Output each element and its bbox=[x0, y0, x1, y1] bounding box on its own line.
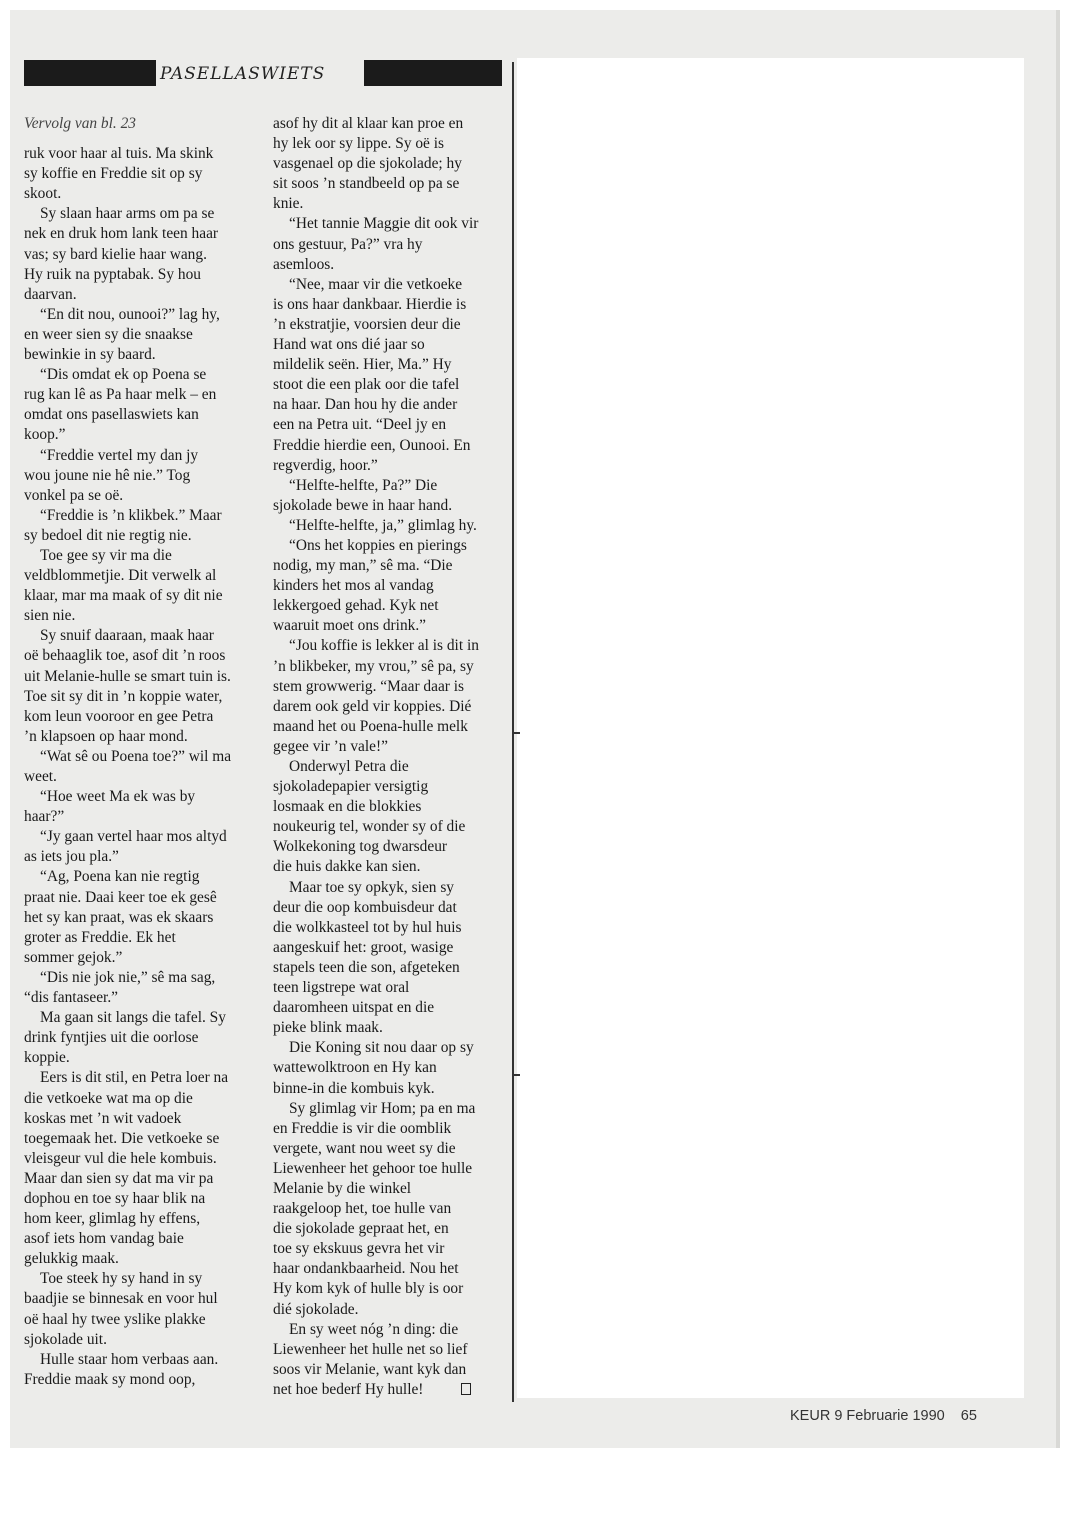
line-text: “Jy gaan vertel haar mos altyd bbox=[40, 828, 227, 846]
line-text: Melanie by die winkel bbox=[273, 1179, 412, 1197]
text-line bbox=[273, 1380, 505, 1400]
text-line bbox=[24, 867, 256, 887]
text-line bbox=[24, 184, 256, 204]
line-text: omdat ons pasellaswiets kan bbox=[24, 406, 199, 424]
text-line bbox=[273, 134, 505, 154]
text-line bbox=[24, 827, 256, 847]
line-text: sy bedoel dit nie regtig nie. bbox=[24, 526, 192, 544]
text-line bbox=[273, 335, 505, 355]
section-header bbox=[24, 60, 502, 86]
line-text: asof iets hom vandag baie bbox=[24, 1230, 184, 1248]
line-text: groter as Freddie. Ek het bbox=[24, 928, 176, 946]
text-line bbox=[24, 586, 256, 606]
text-line bbox=[273, 596, 505, 616]
line-text: drink fyntjies uit die oorlose bbox=[24, 1029, 199, 1047]
line-text: gegee vir ’n vale!” bbox=[273, 737, 388, 755]
line-text: sjokolade uit. bbox=[24, 1330, 107, 1348]
text-line bbox=[273, 456, 505, 476]
text-line bbox=[273, 757, 505, 777]
section-title: PASELLASWIETS bbox=[160, 64, 326, 84]
line-text: sien nie. bbox=[24, 607, 76, 625]
line-text: Maar dan sien sy dat ma vir pa bbox=[24, 1169, 214, 1187]
line-text: uit Melanie-hulle se smart tuin is. bbox=[24, 667, 231, 685]
text-line bbox=[273, 717, 505, 737]
text-line bbox=[24, 707, 256, 727]
text-line bbox=[24, 425, 256, 445]
text-line bbox=[273, 516, 505, 536]
text-line bbox=[24, 747, 256, 767]
line-text: Wolkekoning tog dwarsdeur bbox=[273, 838, 448, 856]
text-line bbox=[273, 315, 505, 335]
text-line bbox=[273, 154, 505, 174]
text-line bbox=[273, 174, 505, 194]
line-text: maand het ou Poena-hulle melk bbox=[273, 717, 468, 735]
text-line bbox=[273, 878, 505, 898]
text-line bbox=[24, 626, 256, 646]
line-text: Hulle staar hom verbaas aan. bbox=[40, 1350, 219, 1368]
text-line bbox=[273, 777, 505, 797]
text-line bbox=[273, 395, 505, 415]
line-text: waaruit moet ons drink.” bbox=[273, 617, 427, 635]
text-line bbox=[273, 1159, 505, 1179]
text-line bbox=[273, 737, 505, 757]
line-text: regverdig, hoor.” bbox=[273, 456, 378, 474]
continued-from: Vervolg van bl. 23 bbox=[24, 115, 136, 132]
line-text: “Freddie vertel my dan jy bbox=[40, 446, 199, 464]
line-text: lekkergoed gehad. Kyk net bbox=[273, 597, 439, 615]
text-line bbox=[273, 1179, 505, 1199]
text-line bbox=[273, 1340, 505, 1360]
scan-edge bbox=[1056, 10, 1060, 1448]
line-text: vergete, want nou weet sy die bbox=[273, 1139, 456, 1157]
line-text: praat nie. Daai keer toe ek gesê bbox=[24, 888, 217, 906]
text-line bbox=[24, 1169, 256, 1189]
text-line bbox=[273, 978, 505, 998]
line-text: Hy kom kyk of hulle bly is oor bbox=[273, 1280, 464, 1298]
line-text: hy lek oor sy lippe. Sy oë is bbox=[273, 135, 444, 153]
line-text: Die Koning sit nou daar op sy bbox=[289, 1039, 474, 1057]
text-line bbox=[24, 325, 256, 345]
text-line bbox=[24, 1269, 256, 1289]
line-text: nek en druk hom lank teen haar bbox=[24, 225, 219, 243]
text-line bbox=[273, 1259, 505, 1279]
text-line bbox=[273, 636, 505, 656]
text-line bbox=[273, 436, 505, 456]
text-line bbox=[24, 245, 256, 265]
text-line bbox=[273, 857, 505, 877]
text-line bbox=[24, 928, 256, 948]
text-line bbox=[24, 144, 256, 164]
text-line bbox=[273, 677, 505, 697]
text-line bbox=[273, 295, 505, 315]
text-line bbox=[273, 958, 505, 978]
line-text: net hoe bederf Hy hulle! bbox=[273, 1380, 424, 1398]
text-line bbox=[273, 114, 505, 134]
line-text: kom leun vooroor en gee Petra bbox=[24, 707, 214, 725]
line-text: mildelik seën. Hier, Ma.” Hy bbox=[273, 356, 452, 374]
line-text: “Ag, Poena kan nie regtig bbox=[40, 868, 200, 886]
text-line bbox=[24, 546, 256, 566]
text-line bbox=[24, 988, 256, 1008]
text-line bbox=[273, 576, 505, 596]
line-text: na haar. Dan hou hy die ander bbox=[273, 396, 458, 414]
text-line bbox=[273, 1219, 505, 1239]
column-2-body bbox=[273, 114, 505, 1400]
line-text: “Helfte-helfte, ja,” glimlag hy. bbox=[289, 516, 477, 534]
line-text: En sy weet nóg ’n ding: die bbox=[289, 1320, 459, 1338]
text-line bbox=[24, 204, 256, 224]
text-line bbox=[273, 938, 505, 958]
line-text: deur die oop kombuisdeur dat bbox=[273, 898, 457, 916]
text-line bbox=[273, 797, 505, 817]
line-text: een na Petra uit. “Deel jy en bbox=[273, 416, 447, 434]
page-number: 65 bbox=[960, 1408, 977, 1424]
line-text: toe sy ekskuus gevra het vir bbox=[273, 1240, 445, 1258]
line-text: Toe sit sy dit in ’n koppie water, bbox=[24, 687, 223, 705]
line-text: daarvan. bbox=[24, 285, 77, 303]
line-text: wattewolktroon en Hy kan bbox=[273, 1059, 437, 1077]
text-line bbox=[273, 275, 505, 295]
blank-panel bbox=[517, 58, 1024, 1398]
line-text: sjokolade bewe in haar hand. bbox=[273, 496, 453, 514]
line-text: “Jou koffie is lekker al is dit in bbox=[289, 637, 479, 655]
line-text: sy koffie en Freddie sit op sy bbox=[24, 165, 203, 183]
line-text: Freddie hierdie een, Ounooi. En bbox=[273, 436, 471, 454]
text-line bbox=[24, 807, 256, 827]
text-line bbox=[24, 847, 256, 867]
line-text: koppie. bbox=[24, 1049, 70, 1067]
line-text: dophou en toe sy haar blik na bbox=[24, 1189, 206, 1207]
line-text: Toe gee sy vir ma die bbox=[40, 546, 172, 564]
text-line bbox=[273, 1300, 505, 1320]
text-line bbox=[273, 817, 505, 837]
text-line bbox=[24, 606, 256, 626]
text-line bbox=[24, 1209, 256, 1229]
line-text: raakgeloop het, toe hulle van bbox=[273, 1200, 452, 1218]
text-line bbox=[24, 1370, 256, 1390]
line-text: Sy snuif daaraan, maak haar bbox=[40, 627, 214, 645]
text-line bbox=[24, 566, 256, 586]
text-line bbox=[24, 285, 256, 305]
line-text: “Dis nie jok nie,” sê ma sag, bbox=[40, 968, 216, 986]
text-line bbox=[273, 616, 505, 636]
line-text: teen ligstrepe wat oral bbox=[273, 979, 410, 997]
line-text: Onderwyl Petra die bbox=[289, 758, 409, 775]
text-line bbox=[273, 998, 505, 1018]
text-line bbox=[24, 305, 256, 325]
text-line bbox=[24, 1008, 256, 1028]
column-1-body bbox=[24, 144, 256, 1390]
text-column-2 bbox=[273, 114, 505, 1400]
line-text: asof hy dit al klaar kan proe en bbox=[273, 115, 464, 132]
line-text: koop.” bbox=[24, 426, 66, 444]
text-line bbox=[24, 1028, 256, 1048]
text-line bbox=[273, 415, 505, 435]
text-line bbox=[24, 486, 256, 506]
page-footer bbox=[790, 1408, 977, 1424]
line-text: haar ondankbaarheid. Nou het bbox=[273, 1260, 459, 1278]
line-text: asemloos. bbox=[273, 255, 335, 273]
line-text: sommer gejok.” bbox=[24, 948, 123, 966]
line-text: ’n klapsoen op haar mond. bbox=[24, 727, 188, 745]
line-text: weet. bbox=[24, 768, 57, 785]
line-text: daaromheen uitspat en die bbox=[273, 999, 435, 1017]
line-text: “Ons het koppies en pierings bbox=[289, 536, 467, 554]
text-line bbox=[24, 365, 256, 385]
text-line bbox=[24, 466, 256, 486]
line-text: “dis fantaseer.” bbox=[24, 989, 119, 1007]
text-line bbox=[273, 1279, 505, 1299]
line-text: “Wat sê ou Poena toe?” wil ma bbox=[40, 747, 232, 765]
text-line bbox=[24, 164, 256, 184]
text-line bbox=[24, 1189, 256, 1209]
line-text: as iets jou pla.” bbox=[24, 848, 119, 866]
text-line bbox=[24, 948, 256, 968]
line-text: stem growwerig. “Maar daar is bbox=[273, 677, 465, 695]
text-line bbox=[24, 345, 256, 365]
text-line bbox=[24, 1149, 256, 1169]
line-text: stoot die een plak oor die tafel bbox=[273, 376, 460, 394]
text-line bbox=[273, 375, 505, 395]
text-line bbox=[273, 476, 505, 496]
line-text: “Hoe weet Ma ek was by bbox=[40, 788, 196, 806]
text-line bbox=[24, 1229, 256, 1249]
line-text: en weer sien sy die snaakse bbox=[24, 325, 193, 343]
line-text: noukeurig tel, wonder sy of die bbox=[273, 818, 466, 836]
text-line bbox=[273, 1058, 505, 1078]
line-text: losmaak en die blokkies bbox=[273, 798, 422, 816]
text-line bbox=[273, 657, 505, 677]
line-text: pieke blink maak. bbox=[273, 1019, 383, 1037]
text-line bbox=[24, 1089, 256, 1109]
line-text: oë haal hy twee yslike plakke bbox=[24, 1310, 206, 1328]
text-line bbox=[24, 405, 256, 425]
line-text: aangeskuif het: groot, wasige bbox=[273, 938, 454, 956]
text-line bbox=[273, 1360, 505, 1380]
line-text: bewinkie in sy baard. bbox=[24, 346, 156, 364]
line-text: is ons haar dankbaar. Hierdie is bbox=[273, 295, 467, 313]
text-line bbox=[24, 1310, 256, 1330]
text-line bbox=[24, 667, 256, 687]
line-text: skoot. bbox=[24, 185, 62, 203]
text-line bbox=[273, 194, 505, 214]
line-text: vleisgeur vul die hele kombuis. bbox=[24, 1149, 217, 1167]
text-line bbox=[273, 1139, 505, 1159]
line-text: “Dis omdat ek op Poena se bbox=[40, 366, 207, 384]
line-text: sit soos ’n standbeeld op pa se bbox=[273, 175, 460, 193]
text-line bbox=[273, 1239, 505, 1259]
text-line bbox=[24, 687, 256, 707]
line-text: Liewenheer het hulle net so lief bbox=[273, 1340, 468, 1358]
line-text: Freddie maak sy mond oop, bbox=[24, 1370, 196, 1388]
text-line bbox=[24, 1048, 256, 1068]
line-text: “Het tannie Maggie dit ook vir bbox=[289, 215, 479, 233]
line-text: koskas met ’n wit vadoek bbox=[24, 1109, 182, 1127]
line-text: Hy ruik na pyptabak. Sy hou bbox=[24, 265, 201, 283]
line-text: kinders het mos al vandag bbox=[273, 577, 434, 595]
text-line bbox=[273, 1099, 505, 1119]
line-text: vas; sy bard kielie haar wang. bbox=[24, 245, 207, 263]
text-line bbox=[24, 767, 256, 787]
line-text: Eers is dit stil, en Petra loer na bbox=[40, 1069, 229, 1087]
line-text: Maar toe sy opkyk, sien sy bbox=[289, 878, 454, 896]
end-of-story-icon bbox=[461, 1383, 471, 1395]
text-line bbox=[273, 1038, 505, 1058]
line-text: Toe steek hy sy hand in sy bbox=[40, 1270, 203, 1288]
text-line bbox=[273, 496, 505, 516]
line-text: ’n ekstratjie, voorsien deur die bbox=[273, 315, 461, 333]
line-text: darem ook geld vir koppies. Dié bbox=[273, 697, 472, 715]
line-text: vonkel pa se oë. bbox=[24, 486, 124, 504]
text-line bbox=[273, 556, 505, 576]
text-line bbox=[24, 1068, 256, 1088]
line-text: gelukkig maak. bbox=[24, 1250, 119, 1268]
text-line bbox=[273, 235, 505, 255]
line-text: dié sjokolade. bbox=[273, 1300, 359, 1318]
text-line bbox=[273, 255, 505, 275]
line-text: haar?” bbox=[24, 808, 65, 826]
text-line bbox=[24, 506, 256, 526]
line-text: vasgenael op die sjokolade; hy bbox=[273, 155, 462, 173]
line-text: oë behaaglik toe, asof dit ’n roos bbox=[24, 647, 226, 665]
line-text: ’n blikbeker, my vrou,” sê pa, sy bbox=[273, 657, 474, 675]
text-line bbox=[24, 385, 256, 405]
line-text: die huis dakke kan sien. bbox=[273, 858, 421, 876]
text-line bbox=[273, 1018, 505, 1038]
text-line bbox=[273, 1320, 505, 1340]
line-text: ons gestuur, Pa?” vra hy bbox=[273, 235, 423, 253]
line-text: het sy kan praat, was ek skaars bbox=[24, 908, 214, 926]
text-line bbox=[24, 446, 256, 466]
text-line bbox=[24, 646, 256, 666]
line-text: die wolkkasteel tot by hul huis bbox=[273, 918, 462, 936]
line-text: wou joune nie hê nie.” Tog bbox=[24, 466, 191, 484]
line-text: “Helfte-helfte, Pa?” Die bbox=[289, 476, 438, 494]
text-line bbox=[24, 265, 256, 285]
text-line bbox=[24, 727, 256, 747]
line-text: binne-in die kombuis kyk. bbox=[273, 1079, 435, 1097]
line-text: rug kan lê as Pa haar melk – en bbox=[24, 386, 217, 404]
line-text: baadjie se binnesak en voor hul bbox=[24, 1290, 218, 1308]
line-text: die vetkoeke wat ma op die bbox=[24, 1089, 193, 1107]
line-text: sjokoladepapier versigtig bbox=[273, 778, 429, 796]
divider-notch bbox=[512, 1074, 520, 1076]
line-text: die sjokolade gepraat het, en bbox=[273, 1220, 449, 1238]
text-line bbox=[273, 918, 505, 938]
text-line bbox=[24, 908, 256, 928]
line-text: Sy slaan haar arms om pa se bbox=[40, 205, 215, 223]
line-text: soos vir Melanie, want kyk dan bbox=[273, 1360, 467, 1378]
divider-notch bbox=[512, 732, 520, 734]
publication-date: KEUR 9 Februarie 1990 bbox=[790, 1408, 945, 1424]
line-text: veldblommetjie. Dit verwelk al bbox=[24, 567, 217, 585]
text-line bbox=[24, 968, 256, 988]
line-text: ruk voor haar al tuis. Ma skink bbox=[24, 145, 214, 163]
line-text: hom keer, glimlag hy effens, bbox=[24, 1210, 201, 1228]
text-line bbox=[24, 888, 256, 908]
line-text: Sy glimlag vir Hom; pa en ma bbox=[289, 1099, 476, 1117]
line-text: “En dit nou, ounooi?” lag hy, bbox=[40, 305, 220, 323]
line-text: nodig, my man,” sê ma. “Die bbox=[273, 557, 453, 575]
line-text: toegemaak het. Die vetkoeke se bbox=[24, 1129, 220, 1147]
text-line bbox=[24, 1109, 256, 1129]
header-bar-right bbox=[364, 60, 502, 86]
text-line bbox=[273, 355, 505, 375]
text-column-1 bbox=[24, 114, 256, 1390]
header-bar-left bbox=[24, 60, 156, 86]
text-line bbox=[273, 214, 505, 234]
text-line bbox=[273, 898, 505, 918]
line-text: stapels teen die son, afgeteken bbox=[273, 958, 460, 976]
text-line bbox=[24, 1350, 256, 1370]
text-line bbox=[273, 837, 505, 857]
text-line bbox=[24, 1289, 256, 1309]
text-line bbox=[24, 1129, 256, 1149]
line-text: klaar, mar ma maak of sy dit nie bbox=[24, 587, 223, 605]
text-line bbox=[24, 1330, 256, 1350]
line-text: “Nee, maar vir die vetkoeke bbox=[289, 275, 463, 293]
line-text: en Freddie is vir die oomblik bbox=[273, 1119, 452, 1137]
line-text: Ma gaan sit langs die tafel. Sy bbox=[40, 1009, 226, 1027]
text-line bbox=[273, 1199, 505, 1219]
text-line bbox=[24, 526, 256, 546]
line-text: knie. bbox=[273, 195, 304, 213]
text-line bbox=[273, 1119, 505, 1139]
text-line bbox=[273, 1079, 505, 1099]
text-line bbox=[273, 536, 505, 556]
text-line bbox=[24, 1249, 256, 1269]
line-text: Liewenheer het gehoor toe hulle bbox=[273, 1159, 473, 1177]
text-line bbox=[273, 697, 505, 717]
text-line bbox=[24, 224, 256, 244]
line-text: “Freddie is ’n klikbek.” Maar bbox=[40, 506, 222, 524]
line-text: Hand wat ons dié jaar so bbox=[273, 336, 425, 354]
text-line bbox=[24, 787, 256, 807]
